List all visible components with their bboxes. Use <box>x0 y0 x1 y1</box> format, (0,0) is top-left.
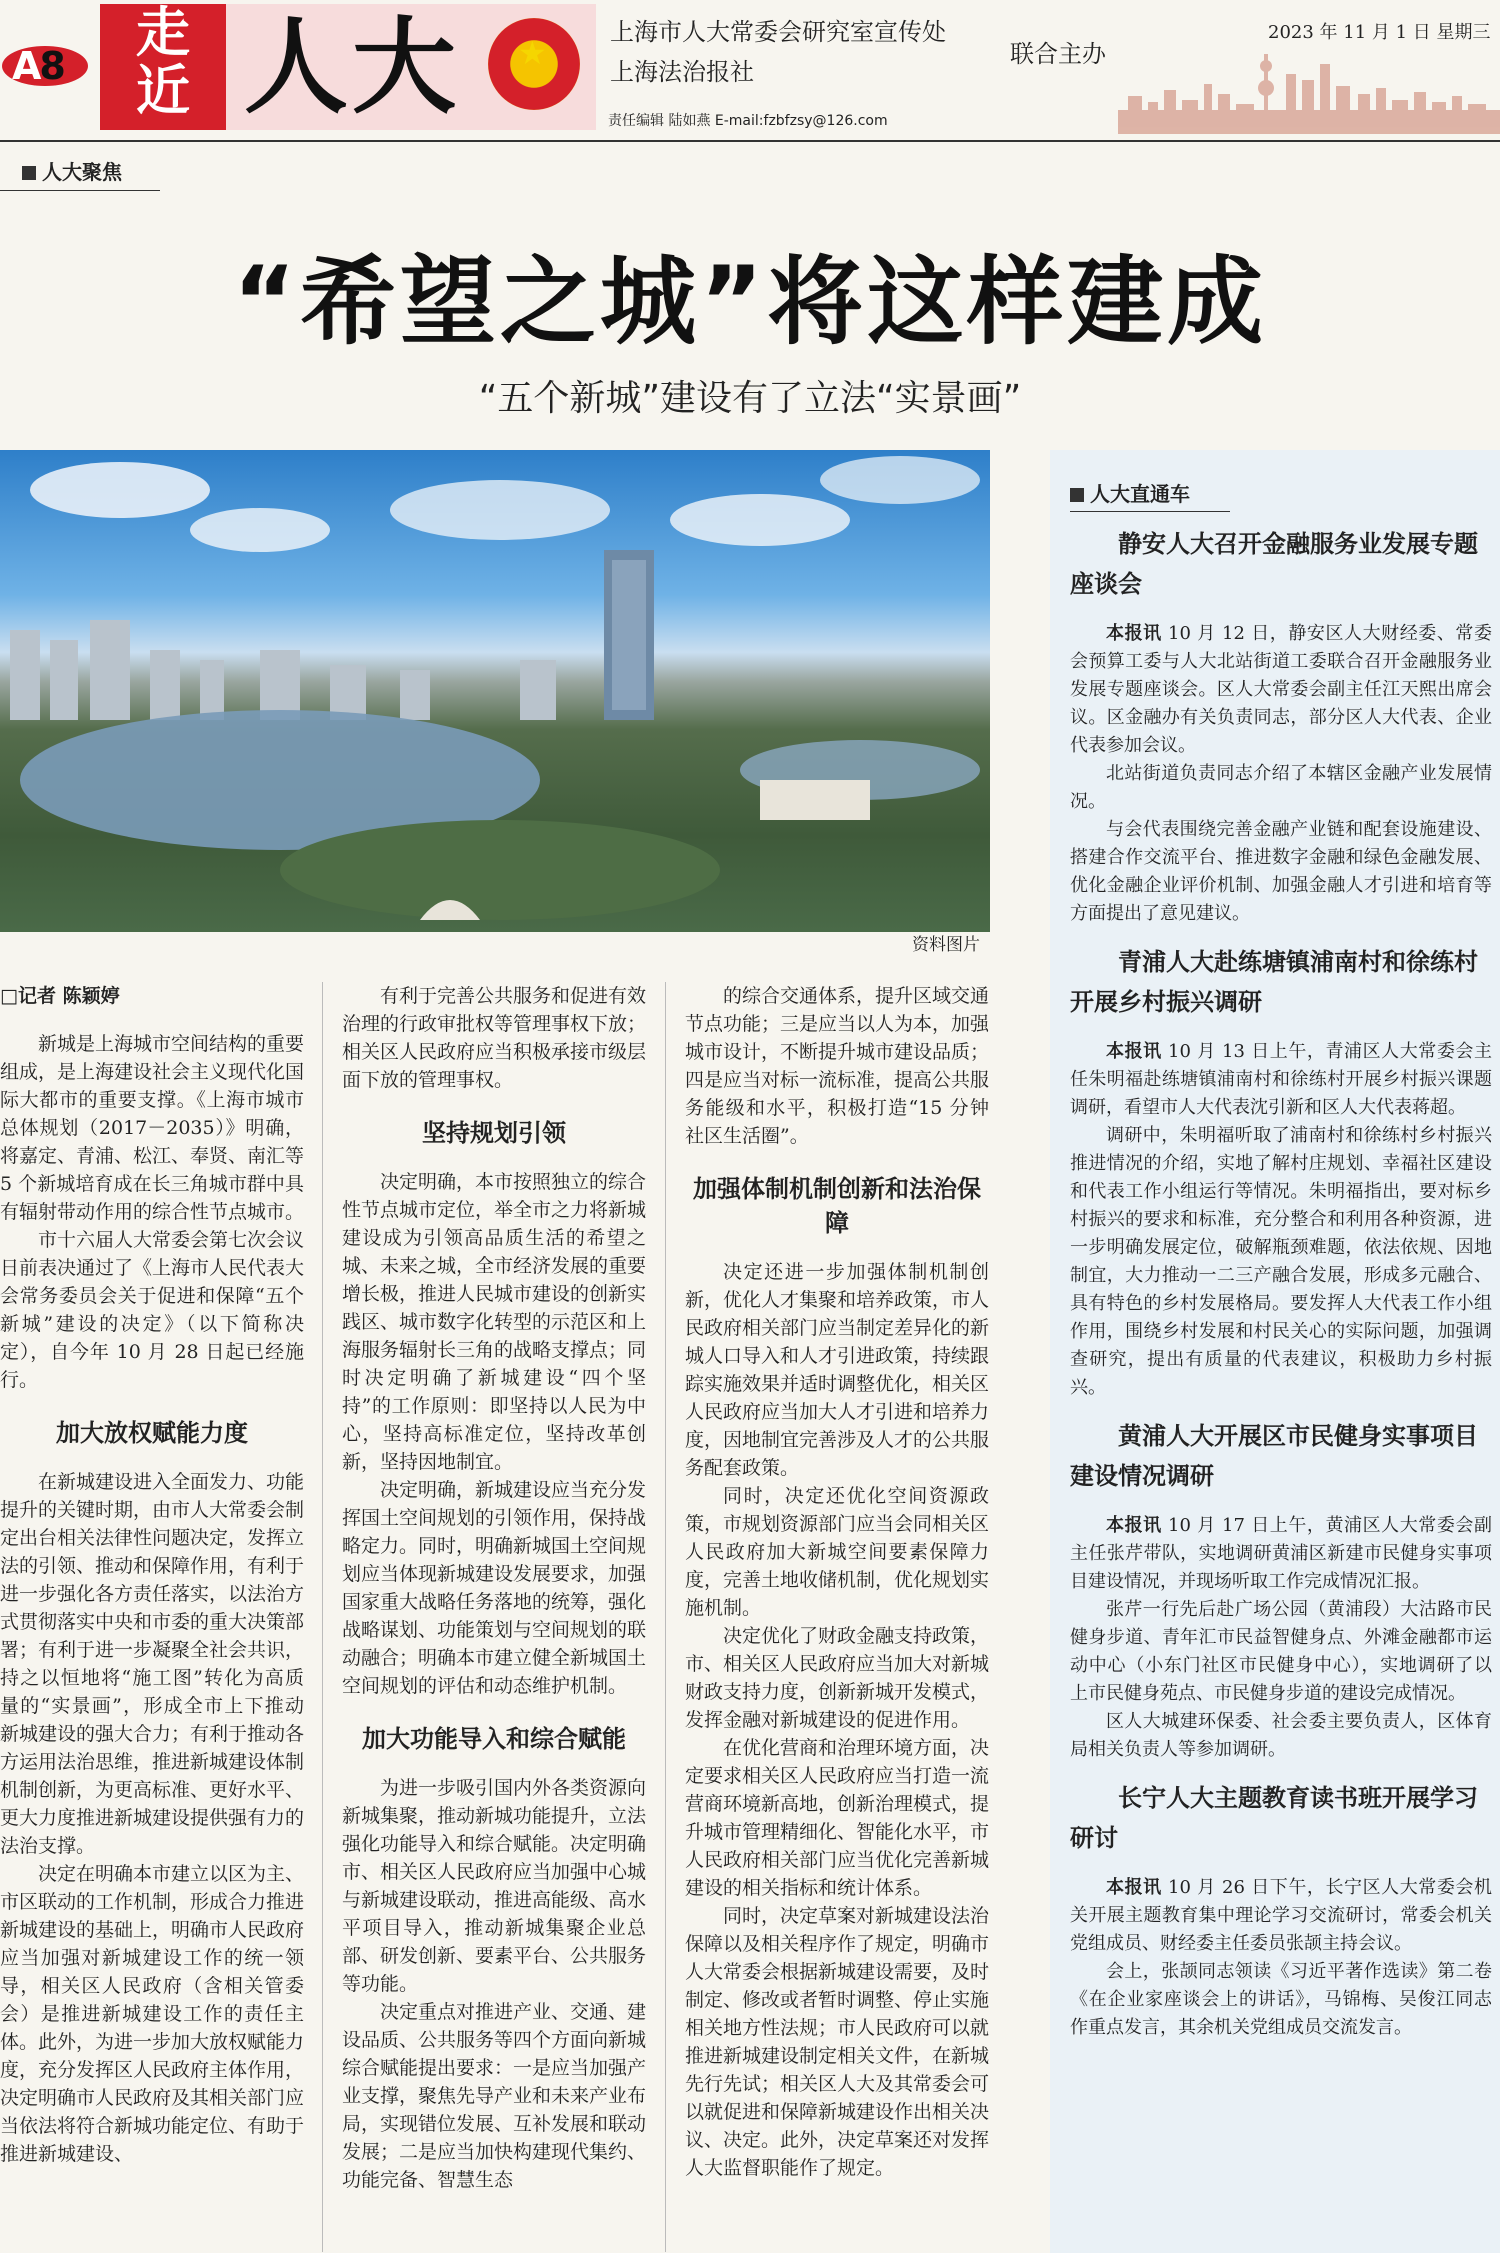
editor-line: 责任编辑 陆如燕 E-mail:fzbfzsy@126.com <box>608 113 888 129</box>
article-paragraph: 有利于完善公共服务和促进有效治理的行政审批权等管理事权下放；相关区人民政府应当积极承接市级层面下放的管理事权。 <box>342 985 647 1091</box>
sidebar-tag-rule <box>1070 511 1230 512</box>
new-city-aerial-photo <box>0 450 990 932</box>
section-tag-rule <box>0 190 160 191</box>
article-paragraph: 决定优化了财政金融支持政策，市、相关区人民政府应当加大对新城财政支持力度，创新新城开发模式，发挥金融对新城建设的促进作用。 <box>685 1625 990 1731</box>
article-column-3-body <box>685 982 989 2182</box>
organizer-line-2: 上海法治报社 <box>610 58 754 86</box>
article-paragraph: 决定在明确本市建立以区为主、市区联动的工作机制，形成合力推进新城建设的基础上，明确市人民政府应当加强对新城建设工作的统一领导，相关区人民政府（含相关管委会）是推进新城建设工作的责任主体。此外，为进一步加大放权赋能力度，充分发挥区人民政府主体作用，决定明确市人民政府及其相关部门应当依法将符合新城功能定位、有助于推进新城建设、 <box>0 1863 305 2165</box>
subheadline: “五个新城”建设有了立法“实景画” <box>478 378 1022 419</box>
sidebar-news-text: 会上，张颉同志领读《习近平著作选读》第二卷《在企业家座谈会上的讲话》，马锦梅、吴俊江同志作重点发言，其余机关党组成员交流发言。 <box>1070 1961 1492 2038</box>
news-lead-label: 本报讯 <box>1106 623 1162 644</box>
sidebar-news-paragraph <box>1070 1958 1492 2042</box>
article-subheading: 加强体制机制创新和法治保障 <box>693 1175 981 1237</box>
sidebar-news-list <box>1070 524 1492 2042</box>
sidebar-news-text: 区人大城建环保委、社会委主要负责人，区体育局相关负责人等参加调研。 <box>1070 1711 1492 1760</box>
article-paragraph: 同时，决定草案对新城建设法治保障以及相关程序作了规定，明确市人大常委会根据新城建设需要，及时制定、修改或者暂时调整、停止实施相关地方性法规；市人民政府可以就推进新城建设制定相关文件，在新城先行先试；相关区人大及其常委会可以就促进和保障新城建设作出相关决议、决定。此外，决定草案还对发挥人大监督职能作了规定。 <box>685 1905 990 2179</box>
sidebar-news-item <box>1070 942 1492 1402</box>
article-paragraph: 在优化营商和治理环境方面，决定要求相关区人民政府应当打造一流营商环境新高地，创新治理模式，提升城市管理精细化、智能化水平，市人民政府相关部门应当优化完善新城建设的相关指标和统计体系。 <box>685 1737 990 1899</box>
article-subheading: 坚持规划引领 <box>422 1119 566 1147</box>
sidebar-news-text: 与会代表围绕完善金融产业链和配套设施建设、搭建合作交流平台、推进数字金融和绿色金融发展、优化金融企业评价机制、加强金融人才引进和培育等方面提出了意见建议。 <box>1070 819 1492 924</box>
sidebar-news-text: 张芹一行先后赴广场公园（黄浦段）大沽路市民健身步道、青年汇市民益智健身点、外滩金融都市运动中心（小东门社区市民健身中心），实地调研了以上市民健身苑点、市民健身步道的建设完成情况。 <box>1070 1599 1492 1704</box>
masthead <box>0 0 1500 140</box>
article-column-1 <box>0 982 304 2168</box>
article-paragraph: 的综合交通体系，提升区域交通节点功能；三是应当以人为本，加强城市设计，不断提升城市建设品质；四是应当对标一流标准，提高公共服务能级和水平，积极打造“15 分钟社区生活圈”。 <box>685 985 990 1147</box>
sidebar-news-text: 北站街道负责同志介绍了本辖区金融产业发展情况。 <box>1070 763 1492 812</box>
sidebar-news-paragraph <box>1070 1512 1492 1596</box>
article-paragraph: 新城是上海城市空间结构的重要组成，是上海建设社会主义现代化国际大都市的重要支撑。《上海市城市总体规划（2017－2035）》明确，将嘉定、青浦、松江、奉贤、南汇等 5 个新城培育成在长三角城市群中具有辐射带动作用的综合性节点城市。 <box>0 1033 305 1223</box>
sidebar-news-body <box>1070 620 1492 928</box>
masthead-rule <box>0 140 1500 142</box>
page-number-badge: A8 <box>2 38 88 90</box>
column-divider <box>665 982 666 2252</box>
sidebar-news-title: 静安人大召开金融服务业发展专题座谈会 <box>1070 530 1478 598</box>
sidebar-news-paragraph <box>1070 1122 1492 1402</box>
sidebar-news-text: 调研中，朱明福听取了浦南村和徐练村乡村振兴推进情况的介绍，实地了解村庄规划、幸福社区建设和代表工作小组运行等情况。朱明福指出，要对标乡村振兴的要求和标准，充分整合和利用各种资源，进一步明确发展定位，破解瓶颈难题，依法依规、因地制宜，大力推动一二三产融合发展，形成多元融合、具有特色的乡村发展格局。要发挥人大代表工作小组作用，围绕乡村发展和村民关心的实际问题，加强调查研究，提出有质量的代表建议，积极助力乡村振兴。 <box>1070 1125 1492 1398</box>
sidebar-news-body <box>1070 1038 1492 1402</box>
article-paragraph: 决定还进一步加强体制机制创新，优化人才集聚和培养政策，市人民政府相关部门应当制定差异化的新城人口导入和人才引进政策，持续跟踪实施效果并适时调整优化，相关区人民政府应当加大人才引进和培养力度，因地制宜完善涉及人才的公共服务配套政策。 <box>685 1261 990 1479</box>
issue-date: 2023 年 11 月 1 日 星期三 <box>1268 22 1491 43</box>
sidebar-news-text: 10 月 26 日下午，长宁区人大常委会机关开展主题教育集中理论学习交流研讨，常委会机关党组成员、财经委主任委员张颉主持会议。 <box>1070 1877 1492 1954</box>
article-paragraph: 决定重点对推进产业、交通、建设品质、公共服务等四个方面向新城综合赋能提出要求：一是应当加强产业支撑，聚焦先导产业和未来产业布局，实现错位发展、互补发展和联动发展；二是应当加快构建现代集约、功能完备、智慧生态 <box>342 2001 647 2191</box>
article-column-1-body <box>0 1030 304 2168</box>
sidebar-news-title: 黄浦人大开展区市民健身实事项目建设情况调研 <box>1070 1422 1478 1490</box>
organizer-line-1: 上海市人大常委会研究室宣传处 <box>610 18 946 46</box>
cohost-label: 联合主办 <box>1010 40 1106 68</box>
national-emblem-icon <box>488 18 580 110</box>
article-paragraph: 决定明确，本市按照独立的综合性节点城市定位，举全市之力将新城建设成为引领高品质生活的希望之城、未来之城，全市经济发展的重要增长极，推进人民城市建设的创新实践区、城市数字化转型的示范区和上海服务辐射长三角的战略支撑点；同时决定明确了新城建设“四个坚持”的工作原则：即坚持以人民为中心，坚持高标准定位，坚持改革创新，坚持因地制宜。 <box>342 1171 647 1473</box>
sidebar-section-tag: 人大直通车 <box>1070 478 1492 507</box>
sidebar-news-text: 10 月 17 日上午，黄浦区人大常委会副主任张芹带队，实地调研黄浦区新建市民健身实事项目建设情况，并现场听取工作完成情况汇报。 <box>1070 1515 1492 1592</box>
sidebar-news-text: 10 月 12 日，静安区人大财经委、常委会预算工委与人大北站街道工委联合召开金融服务业发展专题座谈会。区人大常委会副主任江天熙出席会议。区金融办有关负责同志，部分区人大代表、企业代表参加会议。 <box>1070 623 1492 756</box>
column-title-red <box>100 1 226 130</box>
column-divider <box>322 982 323 2252</box>
news-lead-label: 本报讯 <box>1106 1515 1162 1536</box>
byline: □记者 陈颖婷 <box>0 985 120 1007</box>
sidebar-news-text: 10 月 13 日上午，青浦区人大常委会主任朱明福赴练塘镇浦南村和徐练村开展乡村振兴课题调研，看望市人大代表沈引新和区人大代表蒋超。 <box>1070 1041 1492 1118</box>
article-column-2-body <box>342 982 646 2194</box>
sidebar-news-paragraph <box>1070 760 1492 816</box>
section-tag: 人大聚焦 <box>22 156 122 185</box>
article-paragraph: 为进一步吸引国内外各类资源向新城集聚，推动新城功能提升，立法强化功能导入和综合赋能。决定明确市、相关区人民政府应当加强中心城与新城建设联动，推进高能级、高水平项目导入，推动新城集聚企业总部、研发创新、要素平台、公共服务等功能。 <box>342 1777 647 1995</box>
article-paragraph: 市十六届人大常委会第七次会议日前表决通过了《上海市人民代表大会常务委员会关于促进和保障“五个新城”建设的决定》（以下简称决定），自今年 10 月 28 日起已经施行。 <box>0 1229 305 1391</box>
article-paragraph: 同时，决定还优化空间资源政策，市规划资源部门应当会同相关区人民政府加大新城空间要素保障力度，完善土地收储机制，优化规划实施机制。 <box>685 1485 990 1619</box>
article-paragraph: 决定明确，新城建设应当充分发挥国土空间规划的引领作用，保持战略定力。同时，明确新城国土空间规划应当体现新城建设发展要求，加强国家重大战略任务落地的统筹，强化战略谋划、功能策划与空间规划的联动融合；明确本市建立健全新城国土空间规划的评估和动态维护机制。 <box>342 1479 647 1697</box>
column-title-panel <box>226 4 596 130</box>
news-lead-label: 本报讯 <box>1106 1877 1162 1898</box>
sidebar-news-paragraph <box>1070 1708 1492 1764</box>
sidebar-news-title: 长宁人大主题教育读书班开展学习研讨 <box>1070 1784 1478 1852</box>
article-column-2 <box>342 982 646 2194</box>
sidebar-news-paragraph <box>1070 816 1492 928</box>
sidebar-news-paragraph <box>1070 1596 1492 1708</box>
article-subheading: 加大放权赋能力度 <box>56 1419 248 1447</box>
sidebar-news-body <box>1070 1512 1492 1764</box>
article-paragraph: 在新城建设进入全面发力、功能提升的关键时期，由市人大常委会制定出台相关法律性问题决定，发挥立法的引领、推动和保障作用，有利于进一步强化各方责任落实，以法治方式贯彻落实中央和市委的重大决策部署；有利于进一步凝聚全社会共识，持之以恒地将“施工图”转化为高质量的“实景画”，形成全市上下推动新城建设的强大合力；有利于推动各方运用法治思维，推进新城建设体制机制创新，为更高标准、更好水平、更大力度推进新城建设提供强有力的法治支撑。 <box>0 1471 305 1857</box>
column-title-char-2: 近 <box>136 59 190 122</box>
article-subheading: 加大功能导入和综合赋能 <box>362 1725 626 1753</box>
city-skyline-icon <box>1118 44 1500 134</box>
news-sidebar <box>1050 450 1500 2253</box>
sidebar-news-paragraph <box>1070 1874 1492 1958</box>
column-title-char-1: 走 <box>136 1 190 64</box>
sidebar-news-body <box>1070 1874 1492 2042</box>
headline: “希望之城”将这样建成 <box>232 246 1268 358</box>
photo-caption: 资料图片 <box>912 935 980 955</box>
sidebar-news-item <box>1070 1778 1492 2042</box>
column-title-big: 人大 <box>244 6 461 128</box>
sidebar-news-item <box>1070 524 1492 928</box>
sidebar-news-item <box>1070 1416 1492 1764</box>
news-lead-label: 本报讯 <box>1106 1041 1162 1062</box>
sidebar-news-paragraph <box>1070 620 1492 760</box>
article-column-3 <box>685 982 989 2182</box>
sidebar-news-title: 青浦人大赴练塘镇浦南村和徐练村开展乡村振兴调研 <box>1070 948 1478 1016</box>
sidebar-news-paragraph <box>1070 1038 1492 1122</box>
